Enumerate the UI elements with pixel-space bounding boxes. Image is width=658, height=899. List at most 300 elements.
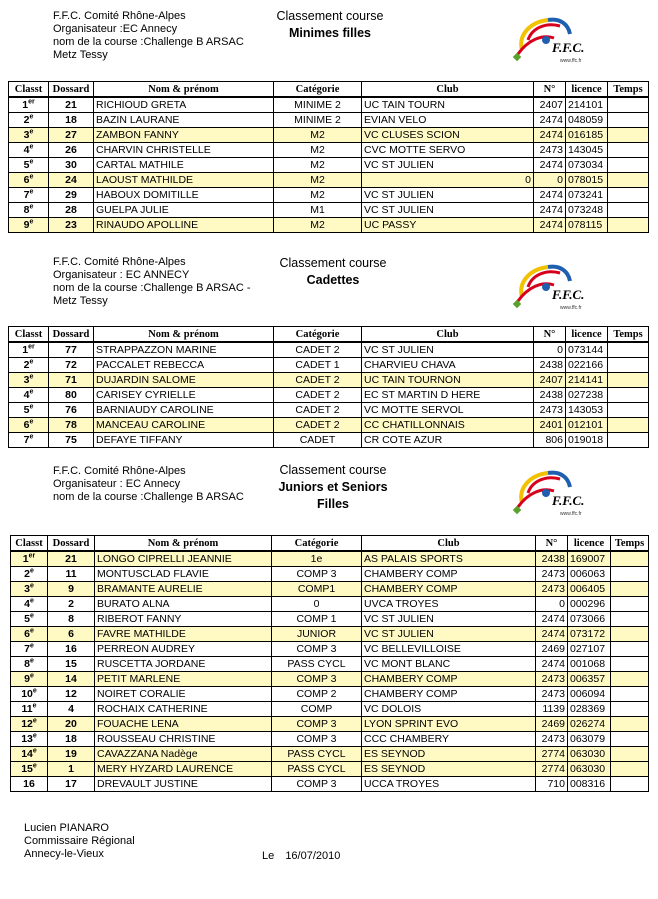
licence-cell: 063079 (568, 732, 611, 747)
time-cell (608, 97, 649, 113)
time-cell (611, 777, 649, 792)
rank-number: 16 (23, 777, 35, 790)
rank-suffix: e (29, 567, 34, 574)
time-cell (608, 388, 649, 403)
category-cell: M2 (274, 158, 362, 173)
licence-cell: 073241 (566, 188, 608, 203)
rank-suffix: e (29, 418, 34, 425)
title-line-1: Classement course (279, 256, 387, 270)
rank-number: 1 (22, 343, 29, 356)
dossard-cell: 21 (48, 551, 95, 567)
rank-number: 2 (24, 567, 30, 580)
rank-number: 4 (23, 388, 30, 401)
club-cell: VC ST JULIEN (362, 627, 536, 642)
club-cell: VC CLUSES SCION (362, 128, 534, 143)
category-cell: M1 (274, 203, 362, 218)
club-cell: VC MOTTE SERVOL (362, 403, 534, 418)
club-cell: EVIAN VELO (362, 113, 534, 128)
table-row (9, 403, 649, 418)
table-row (9, 203, 649, 218)
licence-cell: 063030 (568, 762, 611, 777)
num-cell: 0 (534, 342, 566, 358)
dossard-cell: 17 (48, 777, 95, 792)
rank-number: 8 (24, 657, 30, 670)
licence-cell: 073066 (568, 612, 611, 627)
licence-cell: 073144 (566, 342, 608, 358)
signatory-place: Annecy-le-Vieux (24, 848, 104, 860)
category-cell: CADET 1 (274, 358, 362, 373)
name-cell: CARTAL MATHILE (94, 158, 274, 173)
licence-cell: 028369 (568, 702, 611, 717)
info-line: Metz Tessy (53, 49, 108, 61)
time-cell (608, 418, 649, 433)
info-line: Organisateur : EC ANNECY (53, 269, 190, 281)
table-row (9, 342, 649, 358)
category-cell: PASS CYCL (272, 747, 362, 762)
licence-cell: 063030 (568, 747, 611, 762)
licence-cell: 073034 (566, 158, 608, 173)
table-row (11, 687, 649, 702)
date-value: 16/07/2010 (285, 850, 341, 862)
name-cell: RUSCETTA JORDANE (95, 657, 272, 672)
table-row (11, 627, 649, 642)
licence-cell: 073172 (568, 627, 611, 642)
time-cell (608, 143, 649, 158)
club-cell: CHAMBERY COMP (362, 567, 536, 582)
num-cell: 2407 (534, 97, 566, 113)
num-cell: 2401 (534, 418, 566, 433)
time-cell (608, 203, 649, 218)
col-temps: Temps (608, 82, 649, 98)
rank-cell (9, 188, 49, 203)
time-cell (611, 747, 649, 762)
dossard-cell: 77 (49, 342, 94, 358)
name-cell: BRAMANTE AURELIE (95, 582, 272, 597)
num-cell: 2469 (536, 642, 568, 657)
category-cell: CADET 2 (274, 403, 362, 418)
time-cell (611, 732, 649, 747)
rank-number: 5 (23, 403, 30, 416)
name-cell: CAVAZZANA Nadège (95, 747, 272, 762)
name-cell: DEFAYE TIFFANY (94, 433, 274, 448)
time-cell (611, 567, 649, 582)
rank-suffix: e (32, 762, 37, 769)
category-cell: MINIME 2 (274, 113, 362, 128)
section2-info (53, 256, 251, 308)
time-cell (608, 173, 649, 188)
title-line-3: Filles (317, 497, 349, 511)
name-cell: RIBEROT FANNY (95, 612, 272, 627)
results-table-juniors-seniors (10, 535, 649, 792)
num-cell: 0 (534, 173, 566, 188)
time-cell (608, 113, 649, 128)
club-cell: ES SEYNOD (362, 762, 536, 777)
num-cell: 2473 (534, 403, 566, 418)
table-row (9, 358, 649, 373)
club-cell: VC ST JULIEN (362, 203, 534, 218)
info-line: Metz Tessy (53, 295, 108, 307)
rank-cell (9, 203, 49, 218)
signature-block (24, 822, 135, 861)
info-line: Organisateur : EC Annecy (53, 478, 181, 490)
licence-cell: 214101 (566, 97, 608, 113)
licence-cell: 169007 (568, 551, 611, 567)
section1-info (53, 10, 244, 62)
rank-cell (11, 702, 48, 717)
num-cell: 2438 (534, 358, 566, 373)
col-club: Club (362, 327, 534, 343)
category-cell: COMP 3 (272, 642, 362, 657)
licence-cell: 001068 (568, 657, 611, 672)
section3-info (53, 465, 244, 504)
name-cell: CARISEY CYRIELLE (94, 388, 274, 403)
name-cell: FAVRE MATHILDE (95, 627, 272, 642)
title-line-2: Juniors et Seniors (278, 480, 388, 494)
rank-suffix: e (29, 597, 34, 604)
dossard-cell: 11 (48, 567, 95, 582)
club-cell: UCCA TROYES (362, 777, 536, 792)
licence-cell: 006405 (568, 582, 611, 597)
table-row (9, 97, 649, 113)
rank-suffix: e (29, 373, 34, 380)
licence-cell: 006094 (568, 687, 611, 702)
dossard-cell: 1 (48, 762, 95, 777)
rank-cell (9, 358, 49, 373)
dossard-cell: 30 (49, 158, 94, 173)
num-cell: 2774 (536, 762, 568, 777)
category-cell: M2 (274, 143, 362, 158)
table-row (11, 732, 649, 747)
col-dossard: Dossard (48, 536, 95, 552)
time-cell (608, 128, 649, 143)
svg-text:www.ffc.fr: www.ffc.fr (560, 58, 582, 64)
rank-suffix: e (29, 642, 34, 649)
rank-cell (11, 582, 48, 597)
time-cell (608, 433, 649, 448)
num-cell: 2407 (534, 373, 566, 388)
section3-title (258, 463, 408, 512)
num-cell: 2469 (536, 717, 568, 732)
category-cell: COMP 3 (272, 567, 362, 582)
table-header (11, 536, 649, 552)
results-table-cadettes (8, 326, 649, 448)
ffc-logo (508, 257, 598, 315)
licence-cell: 143053 (566, 403, 608, 418)
table-row (11, 747, 649, 762)
club-cell: VC BELLEVILLOISE (362, 642, 536, 657)
licence-cell: 143045 (566, 143, 608, 158)
time-cell (608, 373, 649, 388)
time-cell (608, 188, 649, 203)
num-cell: 2473 (536, 672, 568, 687)
category-cell: 0 (272, 597, 362, 612)
table-header (9, 327, 649, 343)
table-row (9, 173, 649, 188)
category-cell: COMP1 (272, 582, 362, 597)
rank-cell (11, 777, 48, 792)
dossard-cell: 72 (49, 358, 94, 373)
rank-number: 7 (23, 433, 30, 446)
category-cell: CADET (274, 433, 362, 448)
rank-cell (9, 128, 49, 143)
dossard-cell: 21 (49, 97, 94, 113)
section2-title (258, 256, 408, 288)
category-cell: 1e (272, 551, 362, 567)
club-cell: AS PALAIS SPORTS (362, 551, 536, 567)
title-line-1: Classement course (279, 463, 387, 477)
licence-cell: 078115 (566, 218, 608, 233)
club-cell: UC PASSY (362, 218, 534, 233)
rank-suffix: e (29, 128, 34, 135)
rank-cell (11, 551, 48, 567)
name-cell: BURATO ALNA (95, 597, 272, 612)
dossard-cell: 9 (48, 582, 95, 597)
num-cell: 0 (536, 597, 568, 612)
num-cell: 2474 (536, 627, 568, 642)
col-licence: licence (566, 327, 608, 343)
name-cell: GUELPA JULIE (94, 203, 274, 218)
rank-suffix: e (29, 582, 34, 589)
rank-cell (11, 567, 48, 582)
info-line: F.F.C. Comité Rhône-Alpes (53, 10, 186, 22)
name-cell: RINAUDO APOLLINE (94, 218, 274, 233)
time-cell (608, 342, 649, 358)
rank-number: 1 (22, 552, 29, 565)
time-cell (608, 218, 649, 233)
name-cell: DREVAULT JUSTINE (95, 777, 272, 792)
rank-number: 7 (24, 642, 30, 655)
category-cell: COMP 3 (272, 672, 362, 687)
rank-cell (11, 717, 48, 732)
rank-number: 3 (23, 128, 30, 141)
table-row (11, 717, 649, 732)
rank-number: 4 (23, 143, 30, 156)
club-cell: CHARVIEU CHAVA (362, 358, 534, 373)
rank-suffix: er (28, 343, 35, 350)
rank-number: 9 (24, 672, 30, 685)
rank-cell (11, 642, 48, 657)
rank-cell (9, 158, 49, 173)
dossard-cell: 20 (48, 717, 95, 732)
category-cell: M2 (274, 128, 362, 143)
num-cell: 2474 (534, 203, 566, 218)
name-cell: STRAPPAZZON MARINE (94, 342, 274, 358)
time-cell (611, 597, 649, 612)
info-line: Organisateur :EC Annecy (53, 23, 178, 35)
title-line-2: Cadettes (306, 273, 360, 287)
name-cell: PETIT MARLENE (95, 672, 272, 687)
name-cell: MANCEAU CAROLINE (94, 418, 274, 433)
time-cell (611, 612, 649, 627)
category-cell: CADET 2 (274, 418, 362, 433)
rank-number: 5 (23, 158, 30, 171)
licence-cell: 006357 (568, 672, 611, 687)
table-row (11, 567, 649, 582)
dossard-cell: 75 (49, 433, 94, 448)
rank-number: 3 (24, 582, 30, 595)
licence-cell: 006063 (568, 567, 611, 582)
col-licence: licence (568, 536, 611, 552)
table-row (11, 702, 649, 717)
licence-cell: 000296 (568, 597, 611, 612)
col-categorie: Catégorie (274, 327, 362, 343)
svg-text:F.F.C.: F.F.C. (552, 40, 585, 55)
category-cell: MINIME 2 (274, 97, 362, 113)
table-row (9, 188, 649, 203)
num-cell: 2473 (534, 143, 566, 158)
svg-text:www.ffc.fr: www.ffc.fr (560, 305, 582, 311)
licence-cell: 048059 (566, 113, 608, 128)
table-header (9, 82, 649, 98)
col-temps: Temps (608, 327, 649, 343)
rank-number: 6 (23, 173, 30, 186)
category-cell: CADET 2 (274, 342, 362, 358)
rank-number: 11 (21, 702, 33, 715)
col-temps: Temps (611, 536, 649, 552)
table-row (9, 128, 649, 143)
rank-suffix: e (32, 732, 37, 739)
title-line-2: Minimes filles (289, 26, 371, 40)
signatory-role: Commissaire Régional (24, 835, 135, 847)
rank-number: 6 (24, 627, 30, 640)
name-cell: BAZIN LAURANE (94, 113, 274, 128)
rank-number: 2 (23, 113, 30, 126)
table-row (11, 582, 649, 597)
licence-cell: 019018 (566, 433, 608, 448)
rank-number: 2 (23, 358, 30, 371)
dossard-cell: 16 (48, 642, 95, 657)
info-line: nom de la course :Challenge B ARSAC (53, 36, 244, 48)
table-row (9, 113, 649, 128)
club-cell: CCC CHAMBERY (362, 732, 536, 747)
club-cell: VC ST JULIEN (362, 612, 536, 627)
name-cell: FOUACHE LENA (95, 717, 272, 732)
col-dossard: Dossard (49, 82, 94, 98)
rank-suffix: e (32, 717, 37, 724)
club-cell: LYON SPRINT EVO (362, 717, 536, 732)
rank-number: 13 (21, 732, 33, 745)
table-row (9, 433, 649, 448)
time-cell (611, 672, 649, 687)
dossard-cell: 19 (48, 747, 95, 762)
licence-cell: 027238 (566, 388, 608, 403)
time-cell (611, 582, 649, 597)
category-cell: CADET 2 (274, 388, 362, 403)
name-cell: ROUSSEAU CHRISTINE (95, 732, 272, 747)
time-cell (608, 358, 649, 373)
club-cell: VC ST JULIEN (362, 158, 534, 173)
rank-cell (9, 113, 49, 128)
rank-suffix: er (28, 552, 36, 559)
category-cell: PASS CYCL (272, 657, 362, 672)
rank-number: 5 (24, 612, 30, 625)
time-cell (611, 642, 649, 657)
name-cell: LAOUST MATHILDE (94, 173, 274, 188)
rank-suffix: e (29, 173, 34, 180)
category-cell: M2 (274, 188, 362, 203)
dossard-cell: 6 (48, 627, 95, 642)
rank-suffix: e (29, 627, 34, 634)
category-cell: M2 (274, 173, 362, 188)
time-cell (611, 762, 649, 777)
dossard-cell: 15 (48, 657, 95, 672)
rank-cell (9, 173, 49, 188)
table-row (11, 657, 649, 672)
rank-cell (11, 612, 48, 627)
dossard-cell: 28 (49, 203, 94, 218)
licence-cell: 078015 (566, 173, 608, 188)
num-cell: 2474 (534, 158, 566, 173)
category-cell: COMP 3 (272, 777, 362, 792)
dossard-cell: 29 (49, 188, 94, 203)
name-cell: NOIRET CORALIE (95, 687, 272, 702)
info-line: F.F.C. Comité Rhône-Alpes (53, 465, 186, 477)
dossard-cell: 18 (49, 113, 94, 128)
results-table-minimes (8, 81, 649, 233)
dossard-cell: 14 (48, 672, 95, 687)
rank-number: 10 (21, 687, 33, 700)
rank-suffix: e (32, 747, 37, 754)
time-cell (611, 627, 649, 642)
col-name: Nom & prénom (94, 82, 274, 98)
name-cell: MERY HYZARD LAURENCE (95, 762, 272, 777)
ffc-logo (508, 10, 598, 68)
name-cell: PERREON AUDREY (95, 642, 272, 657)
club-cell: 0 (362, 173, 534, 188)
rank-suffix: e (29, 143, 34, 150)
col-classt: Classt (9, 82, 49, 98)
rank-number: 3 (23, 373, 30, 386)
club-cell: CC CHATILLONNAIS (362, 418, 534, 433)
col-num: N° (534, 82, 566, 98)
rank-number: 6 (23, 418, 30, 431)
rank-number: 12 (21, 717, 33, 730)
club-cell: VC MONT BLANC (362, 657, 536, 672)
club-cell: CR COTE AZUR (362, 433, 534, 448)
name-cell: ROCHAIX CATHERINE (95, 702, 272, 717)
svg-text:www.ffc.fr: www.ffc.fr (560, 511, 582, 517)
licence-cell: 022166 (566, 358, 608, 373)
table-row (9, 143, 649, 158)
rank-suffix: e (29, 433, 34, 440)
col-dossard: Dossard (49, 327, 94, 343)
time-cell (608, 403, 649, 418)
col-num: N° (534, 327, 566, 343)
dossard-cell: 76 (49, 403, 94, 418)
rank-cell (9, 143, 49, 158)
col-categorie: Catégorie (272, 536, 362, 552)
time-cell (611, 717, 649, 732)
category-cell: PASS CYCL (272, 762, 362, 777)
dossard-cell: 12 (48, 687, 95, 702)
table-row (11, 597, 649, 612)
rank-cell (11, 597, 48, 612)
info-line: nom de la course :Challenge B ARSAC (53, 491, 244, 503)
table-row (11, 612, 649, 627)
name-cell: PACCALET REBECCA (94, 358, 274, 373)
info-line: F.F.C. Comité Rhône-Alpes (53, 256, 186, 268)
table-row (11, 762, 649, 777)
num-cell: 2474 (534, 113, 566, 128)
rank-cell (11, 762, 48, 777)
num-cell: 2774 (536, 747, 568, 762)
licence-cell: 008316 (568, 777, 611, 792)
rank-cell (11, 732, 48, 747)
num-cell: 2438 (534, 388, 566, 403)
name-cell: HABOUX DOMITILLE (94, 188, 274, 203)
num-cell: 2474 (536, 657, 568, 672)
table-row (11, 551, 649, 567)
